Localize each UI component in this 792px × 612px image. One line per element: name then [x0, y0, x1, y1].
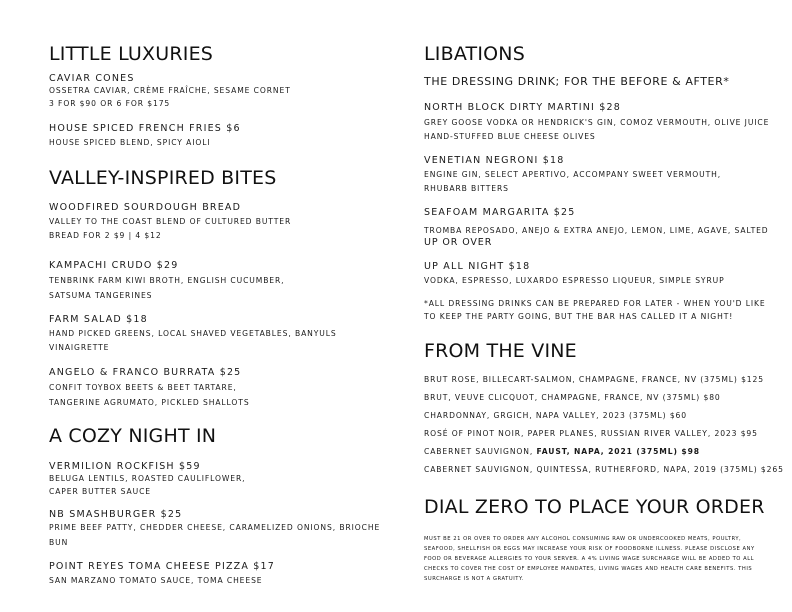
- smashburger-desc2: BUN: [49, 538, 69, 547]
- rockfish-desc2: CAPER BUTTER SAUCE: [49, 487, 151, 496]
- farm-salad-name: FARM SALAD $18: [49, 314, 148, 325]
- kampachi-desc2: SATSUMA TANGERINES: [49, 291, 153, 300]
- farm-salad-desc2: VINAIGRETTE: [49, 343, 110, 352]
- libations-heading: LIBATIONS: [424, 43, 525, 65]
- libations-subheading: THE DRESSING DRINK; FOR THE BEFORE & AFTER*: [424, 75, 730, 88]
- negroni-name: VENETIAN NEGRONI $18: [424, 155, 565, 166]
- burrata-desc: CONFIT TOYBOX BEETS & BEET TARTARE,: [49, 383, 237, 392]
- dial-zero-heading: DIAL ZERO TO PLACE YOUR ORDER: [424, 496, 765, 518]
- caviar-cones-price: 3 FOR $90 OR 6 FOR $175: [49, 99, 171, 108]
- wine-item-faust: [424, 447, 700, 456]
- dressing-note-line2: TO KEEP THE PARTY GOING, BUT THE BAR HAS CALLED IT A NIGHT!: [424, 312, 734, 321]
- cozy-night-heading: A COZY NIGHT IN: [49, 425, 217, 447]
- up-all-night-desc: VODKA, ESPRESSO, LUXARDO ESPRESSO LIQUEUR, SIMPLE SYRUP: [424, 276, 725, 285]
- farm-salad-desc: HAND PICKED GREENS, LOCAL SHAVED VEGETABLES, BANYULS: [49, 329, 337, 338]
- up-all-night-name: UP ALL NIGHT $18: [424, 261, 531, 272]
- valley-bites-heading: VALLEY-INSPIRED BITES: [49, 167, 277, 189]
- kampachi-desc: TENBRINK FARM KIWI BROTH, ENGLISH CUCUMBER,: [49, 276, 285, 285]
- rockfish-name: VERMILION ROCKFISH $59: [49, 461, 201, 472]
- dressing-note-line1: *ALL DRESSING DRINKS CAN BE PREPARED FOR LATER - WHEN YOU'D LIKE: [424, 299, 766, 308]
- smashburger-name: NB SMASHBURGER $25: [49, 509, 183, 520]
- caviar-cones-desc: OSSETRA CAVIAR, CRÈME FRAÎCHE, SESAME CORNET: [49, 86, 291, 95]
- wine-item: CHARDONNAY, GRGICH, NAPA VALLEY, 2023 (375ML) $60: [424, 411, 688, 420]
- margarita-desc: TROMBA REPOSADO, ANEJO & EXTRA ANEJO, LEMON, LIME, AGAVE, SALTED: [424, 226, 769, 235]
- pizza-name: POINT REYES TOMA CHEESE PIZZA $17: [49, 561, 276, 572]
- french-fries-name: HOUSE SPICED FRENCH FRIES $6: [49, 123, 241, 134]
- martini-desc2: HAND-STUFFED BLUE CHEESE OLIVES: [424, 132, 596, 141]
- martini-desc: GREY GOOSE VODKA OR HENDRICK'S GIN, COMOZ VERMOUTH, OLIVE JUICE: [424, 118, 770, 127]
- sourdough-name: WOODFIRED SOURDOUGH BREAD: [49, 202, 242, 213]
- pizza-desc: SAN MARZANO TOMATO SAUCE, TOMA CHEESE: [49, 576, 263, 585]
- wine-faust-bold: FAUST, NAPA, 2021 (375ML) $98: [536, 447, 700, 456]
- negroni-desc: ENGINE GIN, SELECT APERTIVO, ACCOMPANY SWEET VERMOUTH,: [424, 170, 722, 179]
- wine-item: BRUT ROSE, BILLECART-SALMON, CHAMPAGNE, FRANCE, NV (375ML) $125: [424, 375, 765, 384]
- wine-item: ROSÉ OF PINOT NOIR, PAPER PLANES, RUSSIAN RIVER VALLEY, 2023 $95: [424, 429, 758, 438]
- wine-item: CABERNET SAUVIGNON, QUINTESSA, RUTHERFORD, NAPA, 2019 (375ML) $265: [424, 465, 784, 474]
- martini-name: NORTH BLOCK DIRTY MARTINI $28: [424, 102, 622, 113]
- little-luxuries-heading: LITTLE LUXURIES: [49, 43, 214, 65]
- vine-heading: FROM THE VINE: [424, 340, 577, 362]
- wine-faust-prefix: CABERNET SAUVIGNON,: [424, 447, 534, 456]
- french-fries-desc: HOUSE SPICED BLEND, SPICY AIOLI: [49, 138, 211, 147]
- margarita-desc2: UP OR OVER: [424, 237, 493, 248]
- burrata-desc2: TANGERINE AGRUMATO, PICKLED SHALLOTS: [49, 398, 250, 407]
- caviar-cones-name: CAVIAR CONES: [49, 73, 135, 84]
- fine-print: MUST BE 21 OR OVER TO ORDER ANY ALCOHOL CONSUMING RAW OR UNDERCOOKED MEATS, POULTRY, SEAFOOD, SHELLFISH OR EGGS MAY INCREASE YOUR RISK OF FOODBORNE ILLNESS. PLEASE DISCLOSE ANY FOOD OR BEVERAGE ALLERGIES TO YOUR SERVER. A 4% LIVING WAGE SURCHARGE WILL BE ADDED TO ALL CHECKS TO COVER THE COST OF EMPLOYEE MANDATES, LIVING WAGES AND HEALTH CARE BENEFITS. THIS SURCHARGE IS NOT A GRATUITY.: [424, 536, 755, 582]
- sourdough-price: BREAD FOR 2 $9 | 4 $12: [49, 231, 162, 240]
- sourdough-desc: VALLEY TO THE COAST BLEND OF CULTURED BUTTER: [49, 217, 292, 226]
- kampachi-name: KAMPACHI CRUDO $29: [49, 260, 179, 271]
- smashburger-desc: PRIME BEEF PATTY, CHEDDER CHEESE, CARAMELIZED ONIONS, BRIOCHE: [49, 523, 381, 532]
- wine-item: BRUT, VEUVE CLICQUOT, CHAMPAGNE, FRANCE, NV (375ML) $80: [424, 393, 721, 402]
- burrata-name: ANGELO & FRANCO BURRATA $25: [49, 367, 242, 378]
- rockfish-desc: BELUGA LENTILS, ROASTED CAULIFLOWER,: [49, 474, 246, 483]
- negroni-desc2: RHUBARB BITTERS: [424, 184, 509, 193]
- margarita-name: SEAFOAM MARGARITA $25: [424, 207, 576, 218]
